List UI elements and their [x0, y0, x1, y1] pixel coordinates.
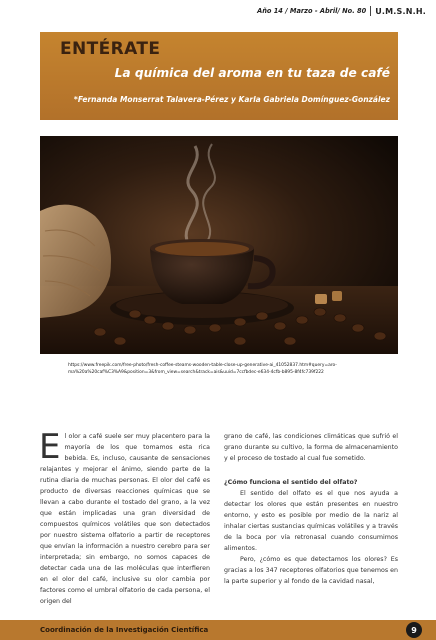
article-header — [40, 32, 398, 120]
section-question: ¿Cómo funciona el sentido del olfato? — [224, 479, 358, 486]
issue-label: Año 14 / Marzo - Abril/ No. 80 — [257, 7, 367, 15]
article-authors: *Fernanda Monserrat Talavera-Pérez y Karla Gabriela Domínguez-González — [73, 95, 390, 104]
masthead — [257, 6, 426, 16]
image-caption: https://www.freepik.com/free-photo/fresh-coffee-steams-wooden-table-close-up-generative-ai_41052837.htm#query=aro- ma%20a%20caf%C3%A9&position=3&from_view=search&track=ais&uuid=7ccfbdec-e634-4cfb-b895-8f4fc739f222 — [68, 363, 337, 375]
page-footer — [0, 620, 436, 640]
body-column-left — [39, 427, 210, 607]
page-number: 9 — [406, 622, 422, 638]
drop-cap: E — [39, 427, 61, 467]
section-title: ENTÉRATE — [60, 39, 161, 59]
footer-label: Coordinación de la Investigación Científica — [40, 626, 209, 634]
intro-paragraph: l olor a café suele ser muy placentero para la mayoría de los que tomamos esta rica bebida. Es, incluso, causante de sensaciones relajantes y mejorar el ánimo, siendo parte de la rutina diaria de muchas personas. El olor del café es producto de diversas reacciones químicas que se llevan a cabo durante el tostado del grano, a la vez que están implicadas una gran diversidad de compuestos químicos volátiles que son detectados por nuestro sistema olfatorio a partir de receptores que envían la información a nuestro cerebro para ser interpretada; sin embargo, no somos capaces de detectar cada una de las moléculas que interfieren en el olor del café, inclusive su olor cambia por factores como el umbral olfatorio de cada persona, el origen del — [40, 433, 210, 605]
masthead-divider — [370, 6, 371, 16]
article-title: La química del aroma en tu taza de café — [114, 66, 390, 80]
olfaction-paragraph: El sentido del olfato es el que nos ayuda a detectar los olores que están presentes en nuestro entorno, y esto es posible por medio de la nariz al inhalar ciertas sustancias químicas volátiles y a través de la boca por vía retronasal cuando consumimos alimentos. — [224, 490, 398, 552]
continued-paragraph: grano de café, las condiciones climáticas que sufrió el grano durante su cultivo, la forma de almacenamiento y el proceso de tostado al cual fue sometido. — [224, 433, 398, 462]
receptors-paragraph: Pero, ¿cómo es que detectamos los olores? Es gracias a los 347 receptores olfatorios que tenemos en la parte superior y al fondo de la cavidad nasal, — [224, 556, 398, 585]
university-label: U.M.S.N.H. — [375, 6, 426, 16]
body-column-right — [224, 431, 398, 587]
coffee-cup-photo — [40, 136, 398, 354]
